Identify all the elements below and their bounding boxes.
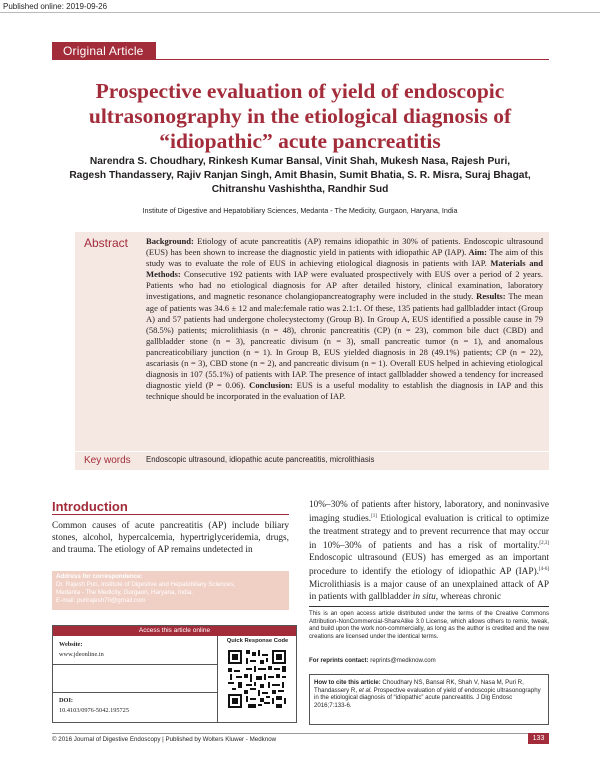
reprints-label: For reprints contact: [309, 657, 369, 664]
open-access-rule [309, 606, 549, 607]
introduction-heading: Introduction [52, 499, 128, 514]
qr-panel [218, 636, 297, 723]
open-access-notice: This is an open access article distributed under the terms of the Creative Commons Attribution-NonCommercial-ShareAlike 3.0 License, which allows others to remix, tweak, and build upon the work non-commercially, as long as the author is credited and the new creations are licensed under the identical terms. [309, 610, 549, 640]
ref-2[interactable]: [2,3] [539, 540, 549, 546]
authors-line-1: Narendra S. Choudhary, Rinkesh Kumar Bansal, Vinit Shah, Mukesh Nasa, Rajesh Puri, [89, 156, 511, 167]
abstract-methods: Consecutive 192 patients with IAP were evaluated prospectively with EUS over a period of 2 years. Patients who had no etiological diagnosis for AP after detailed history, clinical examination, laboratory investigations, and magnetic resonance cholangiopancreatography were included in the study. [146, 269, 543, 302]
author-list [60, 155, 540, 197]
intro-right-e: , whereas chronic [435, 591, 502, 602]
website-label: Website: [59, 641, 83, 648]
authors-line-3: Chitranshu Vashishtha, Randhir Sud [211, 184, 389, 195]
citation-box [309, 674, 549, 725]
abstract-text [146, 236, 543, 402]
introduction-continued [309, 499, 549, 603]
abstract-conclusion-label: Conclusion: [245, 380, 293, 391]
abstract-label: Abstract [84, 236, 129, 250]
abstract-aim: The aim of this study was to evaluate the role of EUS in achieving etiological diagnosis in patients with IAP. [146, 247, 544, 269]
page-footer: © 2016 Journal of Digestive Endoscopy | Published by Wolters Kluwer - Medknow [52, 733, 528, 745]
intro-right-em: in situ [412, 591, 436, 602]
authors-line-2: Ragesh Thandassery, Rajiv Ranjan Singh, Amit Bhasin, Sumit Bhatia, S. R. Misra, Suraj Bhagat, [69, 170, 531, 181]
intro-right-c: Endoscopic ultrasound (EUS) has emerged as an important procedure to identify the etiology of idiopathic AP (IAP). [309, 553, 549, 578]
abstract-results: The mean age of patients was 34.6 ± 12 and male:female ratio was 2.1:1. Of these, 135 patients had gallbladder intact (Group A) and 57 patients had undergone cholecystectomy (Group B). In Group A, EUS identified a possible cause in 79 (58.5%) patients; microlithiasis (n = 48), chronic pancreatitis (CP) (n = 23), common bile duct (CBD) and gallbladder stone (n = 3), pancreatic divisum (n = 3), small pancreatic tumor (n = 1), and anomalous pancreaticobiliary junction (n = 1). In Group B, EUS yielded diagnosis in 28 (49.1%) patients; CP (n = 22), ascariasis (n = 3), CBD stone (n = 2), and pancreatic divisum (n = 1). Overall EUS helped in achieving etiological diagnosis in 107 (55.1%) of patients with IAP. The presence of intact gallbladder showed a tendency for increased diagnostic yield (P = 0.06). [146, 291, 543, 391]
abstract-conclusion: EUS is a useful modality to establish the diagnosis in IAP and this technique should be incorporated in the evaluation of IAP. [146, 380, 543, 402]
doi-value[interactable]: 10.4103/0976-5042.195725 [59, 707, 129, 714]
access-heading: Access this article online [53, 626, 296, 636]
intro-right-a: 10%–30% of patients after history, laboratory, and noninvasive imaging studies. [309, 500, 549, 525]
ref-1[interactable]: [1] [371, 514, 377, 520]
article-type-rule [156, 59, 549, 60]
access-info [53, 636, 218, 723]
cite-text-2: Prospective evaluation of yield of endoscopic ultrasonography in the etiological diagnosis of “idiopathic” acute pancreatitis. J Dig Endosc 2016;7:133-6. [314, 686, 541, 709]
article-type-banner: Original Article [52, 42, 156, 60]
abstract-methods-label: Materials and Methods: [146, 258, 543, 280]
cite-text: Choudhary NS, Bansal RK, Shah V, Nasa M, Puri R, Thandassery R, [314, 679, 524, 694]
access-divider-2 [53, 692, 218, 693]
ref-3[interactable]: [4-6] [539, 567, 549, 573]
introduction-text: Common causes of acute pancreatitis (AP) include biliary stones, alcohol, hypercalcemia, hypertriglyceridemia, drugs, and trauma. The etiology of AP remains undetected in [52, 521, 289, 556]
correspondence-email[interactable]: E-mail: purirajesh70@gmail.com [56, 597, 146, 604]
intro-right-b: Etiological evaluation is critical to optimize the treatment strategy and to prevent recurrence that may occur in 10%–30% of patients and has a risk of mortality. [309, 514, 549, 551]
published-date: Published online: 2019-09-26 [3, 2, 108, 11]
intro-right-d: Microlithiasis is a major cause of an unexplained attack of AP in patients with gallbladder [309, 579, 549, 602]
introduction-rule [52, 514, 289, 515]
top-divider [0, 12, 600, 13]
cite-label: How to cite this article: [314, 679, 381, 686]
abstract-aim-label: Aim: [466, 247, 488, 258]
doi-label: DOI: [59, 697, 73, 704]
affiliation: Institute of Digestive and Hepatobiliary Sciences, Medanta - The Medicity, Gurgaon, Haryana, India [142, 206, 458, 215]
access-divider-1 [53, 664, 218, 665]
qr-label: Quick Response Code [226, 638, 289, 644]
page-number: 133 [528, 733, 549, 744]
cite-etal: et al. [358, 686, 372, 694]
keywords-box [75, 452, 549, 470]
abstract-background: Etiology of acute pancreatitis (AP) remains idiopathic in 30% of patients. Endoscopic ultrasound (EUS) has been shown to increase the diagnostic yield in patients with idiopathic AP (IAP). [146, 236, 543, 258]
abstract-box [75, 232, 549, 451]
correspondence-title: Address for correspondence: [56, 573, 143, 580]
keywords-text: Endoscopic ultrasound, idiopathic acute pancreatitis, microlithiasis [146, 455, 375, 464]
reprints-line [309, 657, 436, 664]
abstract-background-label: Background: [146, 236, 194, 246]
keywords-label: Key words [84, 455, 131, 466]
article-title: Prospective evaluation of yield of endoscopic ultrasonography in the etiological diagnosis of “idiopathic” acute pancreatitis [88, 79, 512, 153]
access-box [52, 625, 297, 723]
website-link[interactable]: www.jdeonline.in [59, 651, 104, 658]
abstract-results-label: Results: [473, 291, 506, 302]
qr-code-icon[interactable] [228, 650, 286, 708]
correspondence-line-2: Medanta - The Medicity, Gurgaon, Haryana, India. [56, 589, 193, 596]
correspondence-line-1: Dr. Rajesh Puri, Institute of Digestive and Hepatobiliary Sciences, [56, 581, 236, 588]
correspondence-box [52, 571, 289, 610]
reprints-email[interactable]: reprints@medknow.com [368, 657, 436, 664]
